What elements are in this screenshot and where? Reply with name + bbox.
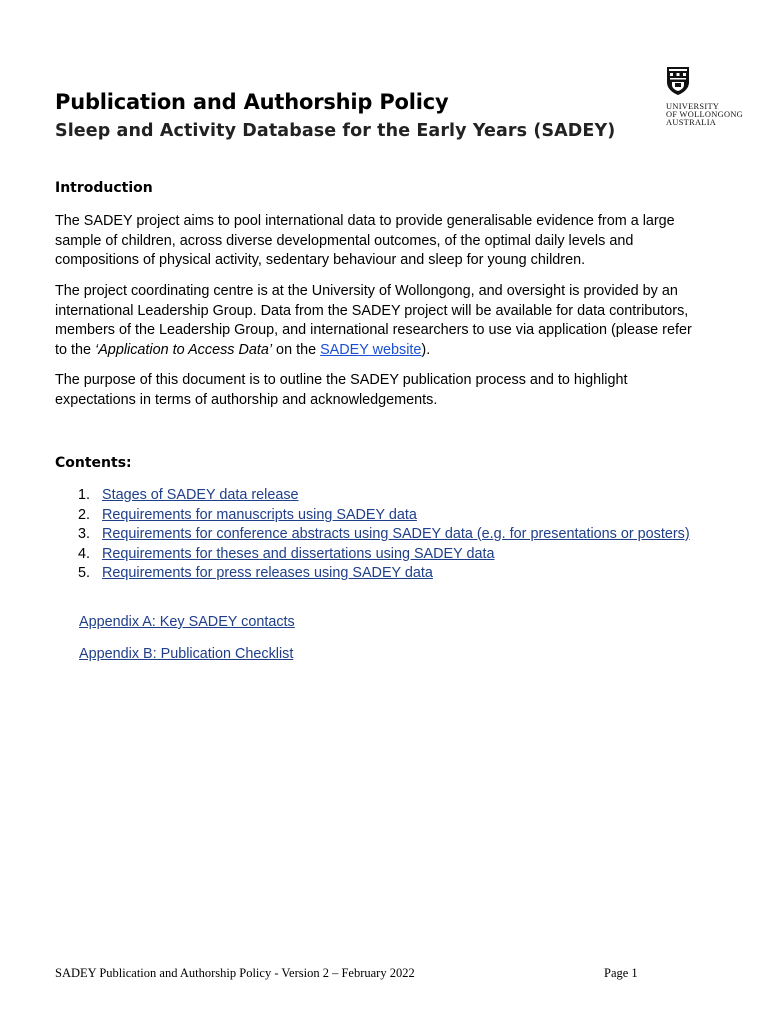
document-title: Publication and Authorship Policy [55,90,449,114]
contents-heading: Contents: [55,455,132,471]
sadey-website-link[interactable]: SADEY website [320,341,422,358]
contents-item-number: 5. [78,565,91,581]
appendix-a-link[interactable]: Appendix A: Key SADEY contacts [79,614,295,630]
toc-link-theses[interactable]: Requirements for theses and dissertations using SADEY data [102,545,495,562]
appendix-b-link[interactable]: Appendix B: Publication Checklist [79,646,294,662]
footer-page-number: Page 1 [604,966,638,980]
introduction-paragraph-1: The SADEY project aims to pool international data to provide generalisable evidence from a large sample of children, across diverse developmental outcomes, of the optimal daily levels and compositions of physical activity, sedentary behaviour and sleep for young children. [55,213,675,268]
footer-document-version: SADEY Publication and Authorship Policy - Version 2 – February 2022 [55,966,415,980]
contents-item [55,564,695,584]
contents-item [55,525,695,545]
introduction-paragraph-3: The purpose of this document is to outline the SADEY publication process and to highlight expectations in terms of authorship and acknowledgements. [55,372,628,408]
toc-link-data-release[interactable]: Stages of SADEY data release [102,487,299,503]
contents-item-number: 1. [78,487,91,503]
toc-link-press-releases[interactable]: Requirements for press releases using SADEY data [102,565,433,581]
document-subtitle: Sleep and Activity Database for the Early Years (SADEY) [55,121,616,141]
university-crest-icon [666,66,690,96]
application-to-access-data-reference: ‘Application to Access Data’ [95,341,273,358]
introduction-heading: Introduction [55,180,153,196]
contents-item [55,545,695,565]
contents-item [55,486,695,506]
contents-item-number: 4. [78,545,91,562]
university-logo [666,66,746,127]
toc-link-conference-abstracts[interactable]: Requirements for conference abstracts using SADEY data (e.g. for presentations or posters) [102,526,690,542]
contents-item [55,506,695,526]
university-wordmark: UNIVERSITY OF WOLLONGONG AUSTRALIA [666,102,744,127]
contents-item-number: 2. [78,506,91,523]
contents-list [55,486,695,584]
introduction-paragraph-2: The project coordinating centre is at the University of Wollongong, and oversight is provided by an international Leadership Group. Data from the SADEY project will be available for data contributors, members of the Leadership Group, and international researchers to use via application (please refer to the ‘Application to Access Data’ on the SADEY website). [55,283,692,358]
toc-link-manuscripts[interactable]: Requirements for manuscripts using SADEY data [102,506,417,523]
contents-item-number: 3. [78,526,91,542]
